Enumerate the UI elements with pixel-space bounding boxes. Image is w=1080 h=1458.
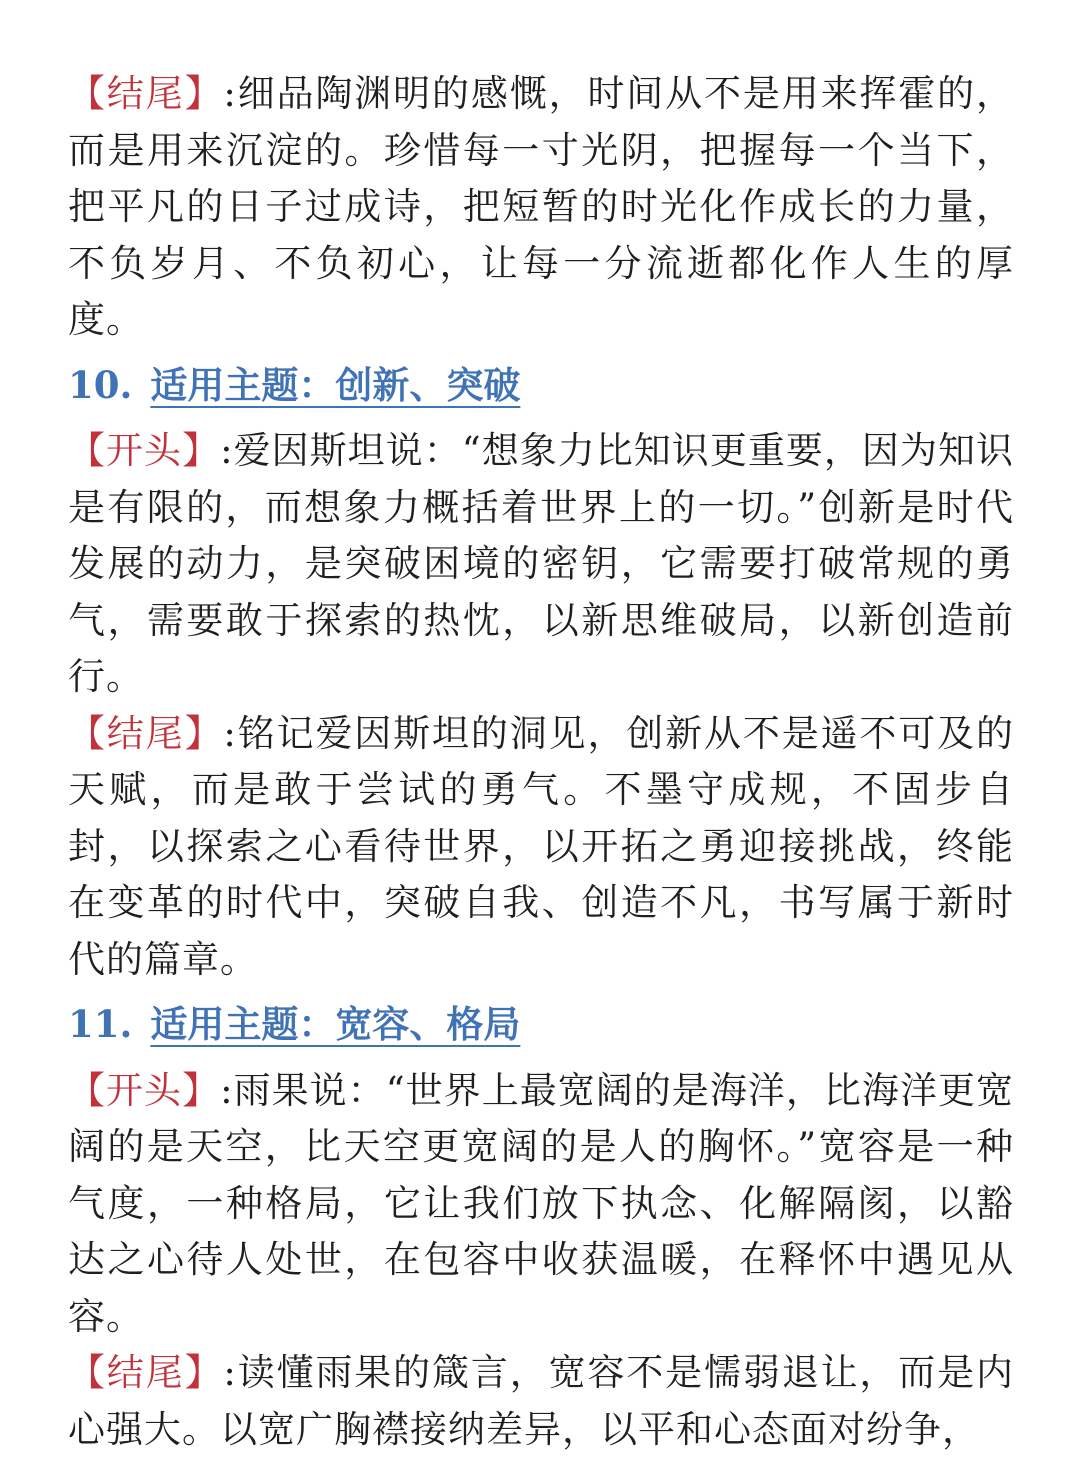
ending-tag: 【结尾】: [68, 711, 224, 755]
opening-text: 爱因斯坦说：“想象力比知识更重要，因为知识是有限的，而想象力概括着世界上的一切。”创新是时代发展的动力，是突破困境的密钥，它需要打破常规的勇气，需要敢于探索的热忱，以新思维破局，以新创造前行。: [68, 429, 1015, 698]
ending-tag: 【结尾】: [68, 72, 224, 115]
opening-text: 雨果说：“世界上最宽阔的是海洋，比海洋更宽阔的是天空，比天空更宽阔的是人的胸怀。”宽容是一种气度，一种格局，它让我们放下执念、化解隔阂，以豁达之心待人处世，在包容中收获温暖，在释怀中遇见从容。: [68, 1068, 1015, 1338]
section11-ending-paragraph: [68, 1345, 1014, 1458]
tag-colon: :: [223, 711, 237, 755]
tag-colon: :: [223, 1351, 237, 1394]
section10-number: 10.: [68, 362, 133, 407]
ending-text: 细品陶渊明的感慨，时间从不是用来挥霍的，而是用来沉淀的。珍惜每一寸光阴，把握每一个当下，把平凡的日子过成诗，把短暂的时光化作成长的力量，不负岁月、不负初心，让每一分流逝都化作人生的厚度。: [68, 72, 1014, 341]
opening-tag: 【开头】: [68, 429, 221, 472]
opening-tag: 【开头】: [68, 1068, 221, 1112]
tag-colon: :: [220, 1068, 234, 1112]
section10-heading: [68, 357, 1014, 414]
section11-title: 适用主题：宽容、格局: [150, 1002, 521, 1046]
section11-number: 11.: [68, 1002, 133, 1046]
ending-text: 铭记爱因斯坦的洞见，创新从不是遥不可及的天赋，而是敢于尝试的勇气。不墨守成规，不固步自封，以探索之心看待世界，以开拓之勇迎接挑战，终能在变革的时代中，突破自我、创造不凡，书写属于新时代的篇章。: [68, 711, 1014, 981]
section10-ending-paragraph: [68, 706, 1014, 989]
section11-opening-paragraph: [68, 1063, 1014, 1346]
tag-colon: :: [223, 72, 237, 115]
ending-text: 读懂雨果的箴言，宽容不是懦弱退让，而是内心强大。以宽广胸襟接纳差异，以平和心态面对纷争，: [68, 1351, 1014, 1451]
tag-colon: :: [220, 429, 234, 472]
ending-tag: 【结尾】: [68, 1351, 224, 1394]
section11-heading: [68, 996, 1014, 1053]
section10-opening-paragraph: [68, 423, 1014, 706]
section10-title: 适用主题：创新、突破: [150, 362, 521, 407]
section9-ending-paragraph: [68, 66, 1014, 349]
